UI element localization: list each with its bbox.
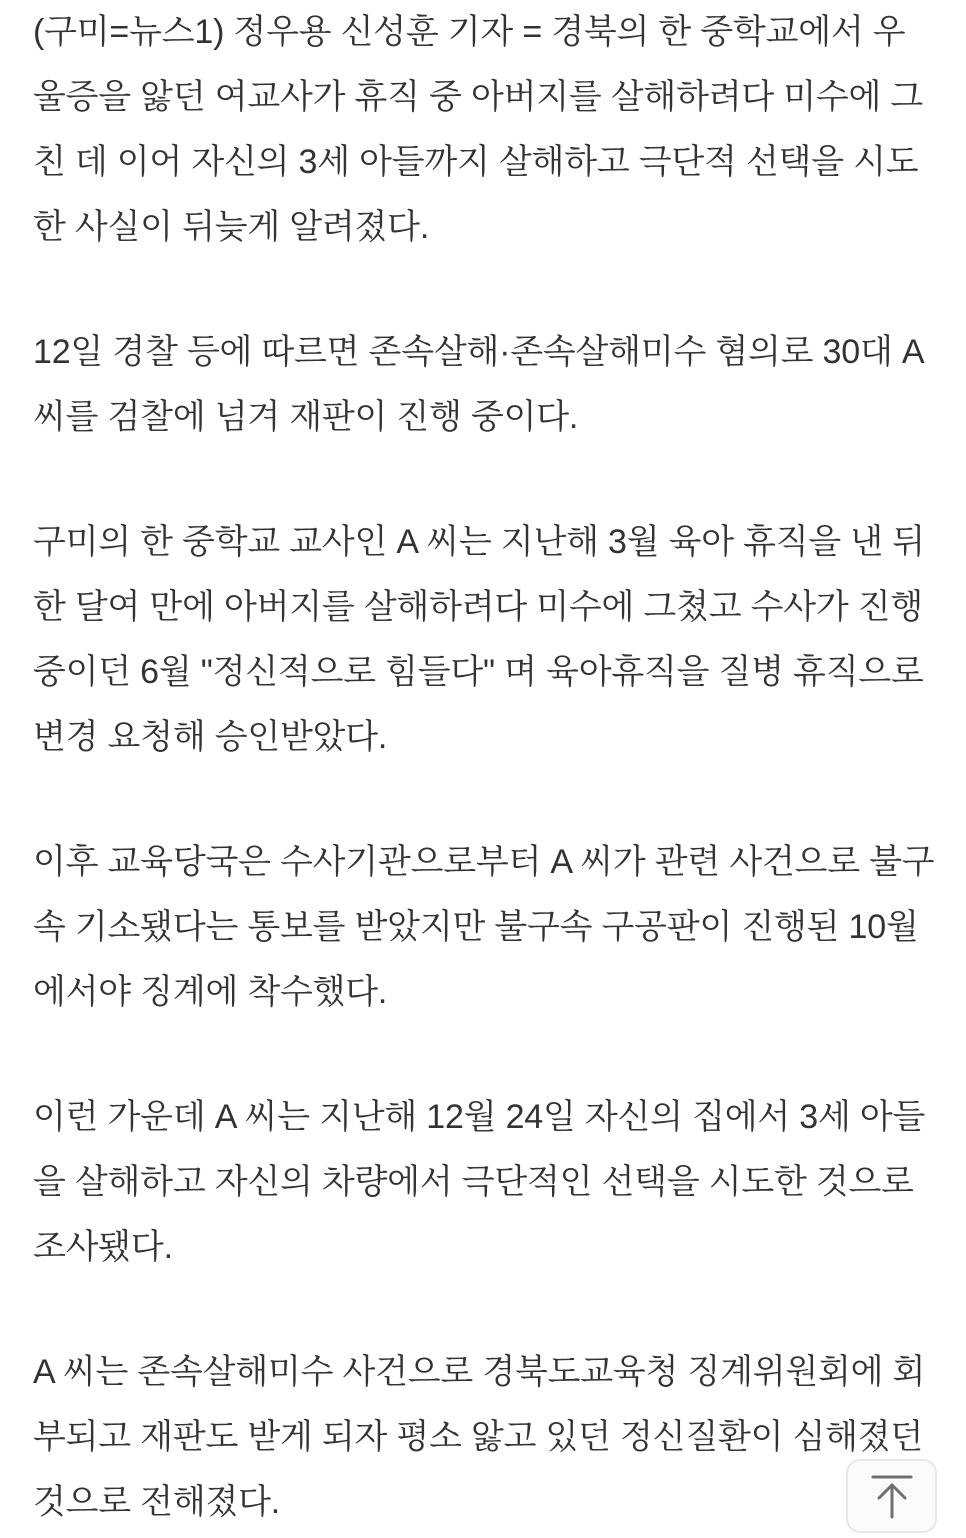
scroll-to-top-arrow-icon: [870, 1473, 914, 1519]
scroll-to-top-button[interactable]: [846, 1459, 937, 1533]
article-paragraph: 구미의 한 중학교 교사인 A 씨는 지난해 3월 육아 휴직을 낸 뒤 한 달여 만에 아버지를 살해하려다 미수에 그쳤고 수사가 진행 중이던 6월 "정신적으로 힘들다" 며 육아휴직을 질병 휴직으로 변경 요청해 승인받았다.: [33, 523, 925, 756]
article-paragraph: 12일 경찰 등에 따르면 존속살해·존속살해미수 혐의로 30대 A 씨를 검찰에 넘겨 재판이 진행 중이다.: [33, 333, 923, 436]
article-paragraph: A 씨는 존속살해미수 사건으로 경북도교육청 징계위원회에 회부되고 재판도 받게 되자 평소 앓고 있던 정신질환이 심해졌던 것으로 전해졌다.: [33, 1353, 926, 1521]
article-paragraph: 이후 교육당국은 수사기관으로부터 A 씨가 관련 사건으로 불구속 기소됐다는 통보를 받았지만 불구속 구공판이 진행된 10월에서야 징계에 착수했다.: [33, 843, 935, 1011]
article-paragraph: (구미=뉴스1) 정우용 신성훈 기자 = 경북의 한 중학교에서 우울증을 앓던 여교사가 휴직 중 아버지를 살해하려다 미수에 그친 데 이어 자신의 3세 아들까지 살해하고 극단적 선택을 시도한 사실이 뒤늦게 알려졌다.: [33, 13, 924, 246]
article-paragraph: 이런 가운데 A 씨는 지난해 12월 24일 자신의 집에서 3세 아들을 살해하고 자신의 차량에서 극단적인 선택을 시도한 것으로 조사됐다.: [33, 1098, 926, 1266]
